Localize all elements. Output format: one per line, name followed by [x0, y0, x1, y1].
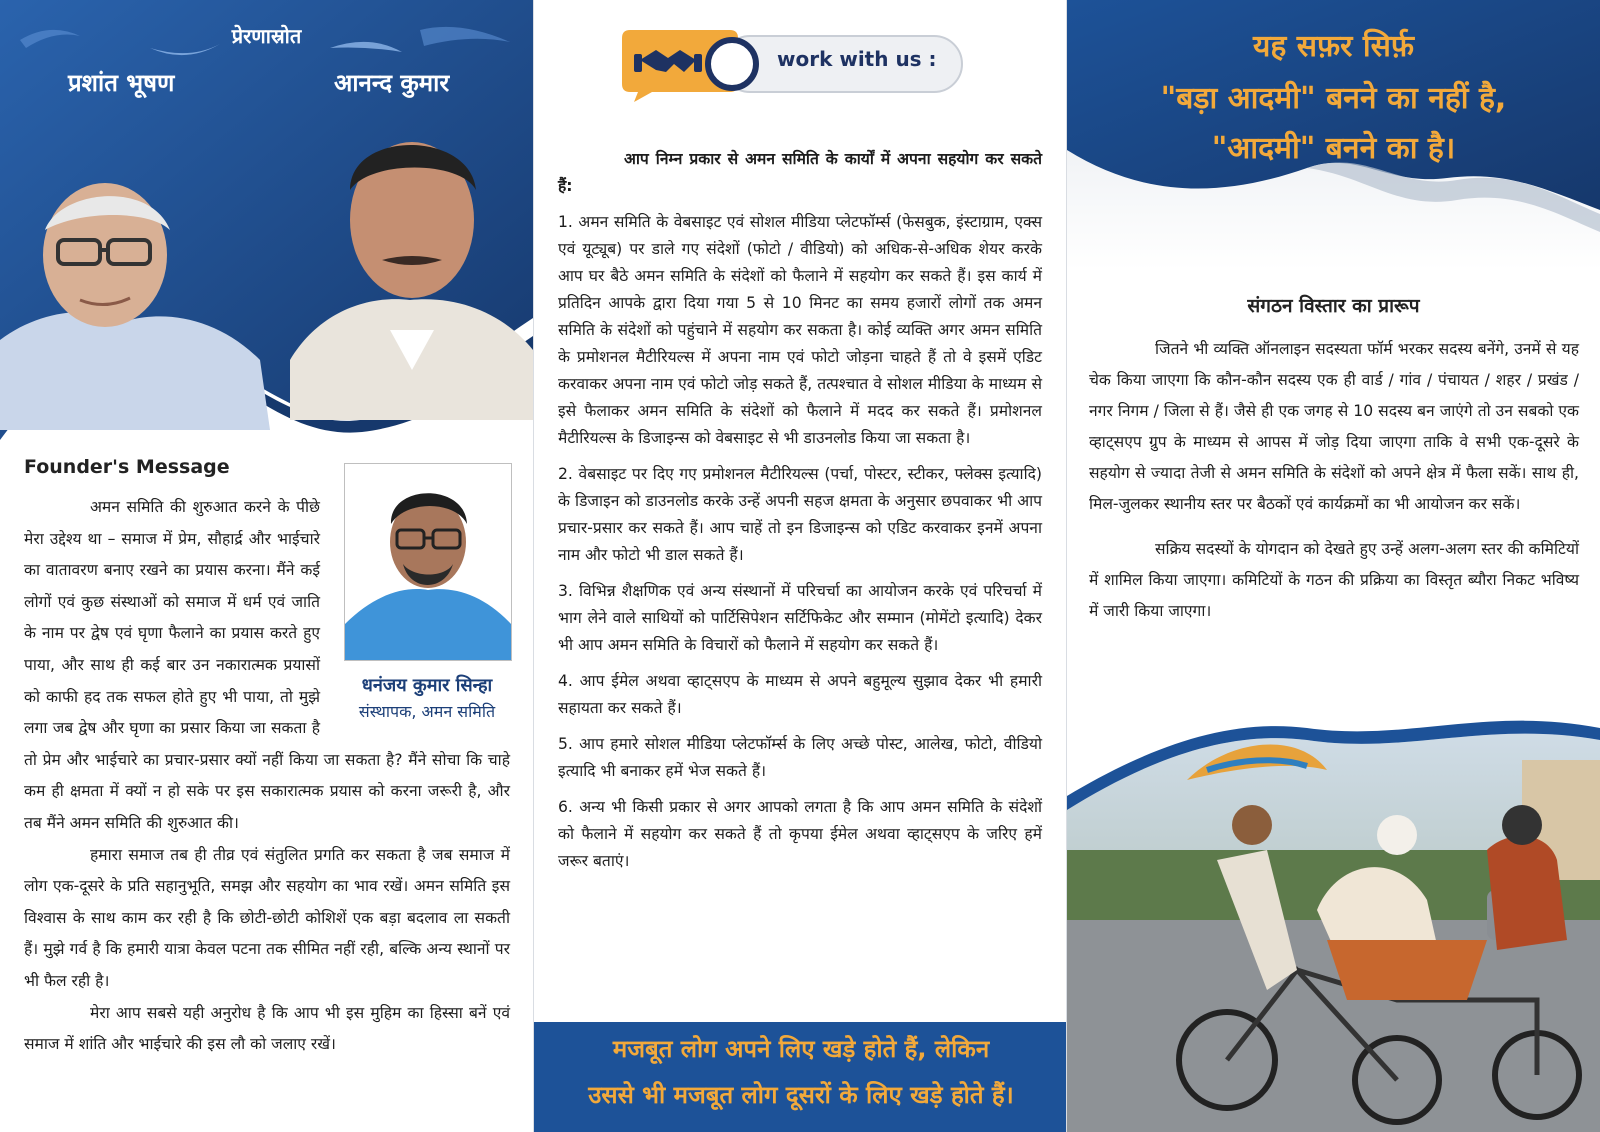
- organisation-expansion-text: [1089, 334, 1579, 641]
- contribution-item-2: 2. वेबसाइट पर दिए गए प्रमोशनल मैटीरियल्स (पर्चा, पोस्टर, स्टीकर, फ्लेक्स इत्यादि) के डिजाइन को डाउनलोड करके उन्हें अपनी सहज क्षमता के अनुसार छपवाकर भी आप प्रचार-प्रसार कर सकते हैं। आप चाहें तो इन डिजाइन्स को एडिट करवाकर इनमें अपना नाम और फोटो भी डाल सकते हैं।: [558, 465, 1042, 564]
- tagline-line-1: यह सफ़र सिर्फ़: [1252, 29, 1415, 64]
- tagline-line-2: "बड़ा आदमी" बनने का नहीं है,: [1160, 81, 1507, 116]
- founder-message-heading: Founder's Message: [24, 456, 230, 478]
- left-panel: [0, 0, 533, 1132]
- quote-banner: [534, 1022, 1067, 1132]
- contribution-item-5: 5. आप हमारे सोशल मीडिया प्लेटफॉर्म्स के लिए अच्छे पोस्ट, आलेख, फोटो, वीडियो इत्यादि भी बनाकर हमें भेज सकते हैं।: [558, 735, 1042, 780]
- founder-message: [24, 492, 510, 1061]
- expansion-paragraph-1: जितने भी व्यक्ति ऑनलाइन सदस्यता फॉर्म भरकर सदस्य बनेंगे, उनमें से यह चेक किया जाएगा कि कौन-कौन सदस्य एक ही वार्ड / गांव / पंचायत / शहर / प्रखंड / नगर निगम / जिला से हैं। जैसे ही एक जगह से 10 सदस्य बन जाएंगे तो उन सबको एक व्हाट्सएप ग्रुप के माध्यम से आपस में जोड़ दिया जाएगा ताकि वे सभी एक-दूसरे के सहयोग से ज्यादा तेजी से अमन समिति के संदेशों को अपने क्षेत्र में फैला सकें। साथ ही, मिल-जुलकर स्थानीय स्तर पर बैठकों एवं कार्यक्रमों का भी आयोजन कर सकें।: [1089, 340, 1579, 513]
- inspiration-name-1: प्रशांत भूषण: [68, 69, 175, 97]
- contribution-intro: आप निम्न प्रकार से अमन समिति के कार्यों में अपना सहयोग कर सकते हैं:: [558, 150, 1042, 195]
- right-panel: [1067, 0, 1600, 1132]
- inspiration-portrait-2: [290, 120, 533, 420]
- inspiration-label: प्रेरणास्रोत: [231, 24, 302, 48]
- inspiration-portrait-1: [0, 170, 290, 430]
- contribution-item-3: 3. विभिन्न शैक्षणिक एवं अन्य संस्थानों में परिचर्चा का आयोजन करके एवं परिचर्चा में भाग लेने वाले साथियों को पार्टिसिपेशन सर्टिफिकेट और सम्मान (मोमेंटो इत्यादि) देकर भी आप अमन समिति के विचारों को फैलाने में सहयोग कर सकते हैं।: [558, 582, 1042, 654]
- contribution-item-6: 6. अन्य भी किसी प्रकार से अगर आपको लगता है कि आप अमन समिति के संदेशों को फैलाने में सहयोग कर सकते हैं तो कृपया ईमेल अथवा व्हाट्सएप के जरिए हमें जरूर बताएं।: [558, 798, 1042, 870]
- photo-spacer: [320, 492, 510, 728]
- organisation-expansion-title: संगठन विस्तार का प्रारूप: [1247, 295, 1420, 317]
- founder-message-paragraph-1: अमन समिति की शुरुआत करने के पीछे मेरा उद्देश्य था – समाज में प्रेम, सौहार्द्र और भाईचारे का वातावरण बनाए रखने का प्रयास करना। मैंने कई लोगों एवं कुछ संस्थाओं को समाज में धर्म एवं जाति के नाम पर द्वेष एवं घृणा फैलाने का प्रयास करते हुए पाया, और साथ ही कई बार उन नकारात्मक प्रयासों को काफी हद तक सफल होते हुए भी पाया, तो मुझे लगा जब द्वेष और घृणा का प्रसार किया जा सकता है तो प्रेम और भाईचारे का प्रचार-प्रसार क्यों नहीं किया जा सकता है? मैंने सोचा कि चाहे कम ही क्षमता में क्यों न हो सके पर इस सकारात्मक प्रयास को करना जरूरी है, और तब मैंने अमन समिति की शुरुआत की।: [24, 498, 510, 832]
- quote-line-2: उससे भी मजबूत लोग दूसरों के लिए खड़े होते हैं।: [588, 1081, 1014, 1109]
- work-with-us-label: work with us :: [777, 47, 937, 71]
- contribution-item-4: 4. आप ईमेल अथवा व्हाट्सएप के माध्यम से अपने बहुमूल्य सुझाव देकर भी हमारी सहायता कर सकते हैं।: [558, 672, 1042, 717]
- founder-name: धनंजय कुमार सिन्हा: [361, 675, 493, 696]
- street-rickshaw-photo: [1067, 700, 1600, 1132]
- contribution-item-1: 1. अमन समिति के वेबसाइट एवं सोशल मीडिया प्लेटफॉर्म्स (फेसबुक, इंस्टाग्राम, एक्स एवं यूट्यूब) पर डाले गए संदेशों (फोटो / वीडियो) को अधिक-से-अधिक शेयर करके आप घर बैठे अमन समिति के संदेशों को फैलाने में सहयोग कर सकते हैं। इस कार्य में प्रतिदिन आपके द्वारा दिया गया 5 से 10 मिनट का समय हजारों लोगों तक अमन समिति के संदेशों को पहुंचाने में सहयोग कर सकता है। कोई व्यक्ति अगर अमन समिति के प्रमोशनल मैटीरियल्स में अपना नाम एवं फोटो जोड़ना चाहते हैं तो वे इसमें एडिट करवाकर अपना नाम एवं फोटो जोड़ सकते हैं, तत्पश्चात वे सोशल मीडिया के माध्यम से इसे फैलाकर अमन समिति के संदेशों को फैलाने में मदद कर सकते हैं। प्रमोशनल मैटीरियल्स के डिजाइन्स को वेबसाइट से भी डाउनलोड किया जा सकता है।: [558, 213, 1042, 447]
- quote-line-1: मजबूत लोग अपने लिए खड़े होते हैं, लेकिन: [612, 1035, 990, 1063]
- founder-role: संस्थापक, अमन समिति: [358, 702, 496, 721]
- founder-message-paragraph-2: हमारा समाज तब ही तीव्र एवं संतुलित प्रगति कर सकता है जब समाज में लोग एक-दूसरे के प्रति सहानुभूति, समझ और सहयोग का भाव रखें। अमन समिति इस विश्वास के साथ काम कर रही है कि छोटी-छोटी कोशिशें एक बड़ा बदलाव ला सकती हैं। मुझे गर्व है कि हमारी यात्रा केवल पटना तक सीमित नहीं रही, बल्कि अन्य स्थानों पर भी फैल रही है।: [24, 845, 510, 990]
- inspiration-name-2: आनन्द कुमार: [334, 69, 450, 97]
- middle-panel: [533, 0, 1067, 1132]
- tagline-line-3: "आदमी" बनने का है।: [1211, 131, 1456, 166]
- expansion-paragraph-2: सक्रिय सदस्यों के योगदान को देखते हुए उन्हें अलग-अलग स्तर की कमिटियों में शामिल किया जाएगा। कमिटियों के गठन की प्रक्रिया का विस्तृत ब्यौरा निकट भविष्य में जारी किया जाएगा।: [1089, 540, 1579, 620]
- contribution-list: [558, 146, 1042, 884]
- founder-message-paragraph-3: मेरा आप सबसे यही अनुरोध है कि आप भी इस मुहिम का हिस्सा बनें एवं समाज में शांति और भाईचारे की इस लौ को जलाए रखें।: [24, 1003, 510, 1054]
